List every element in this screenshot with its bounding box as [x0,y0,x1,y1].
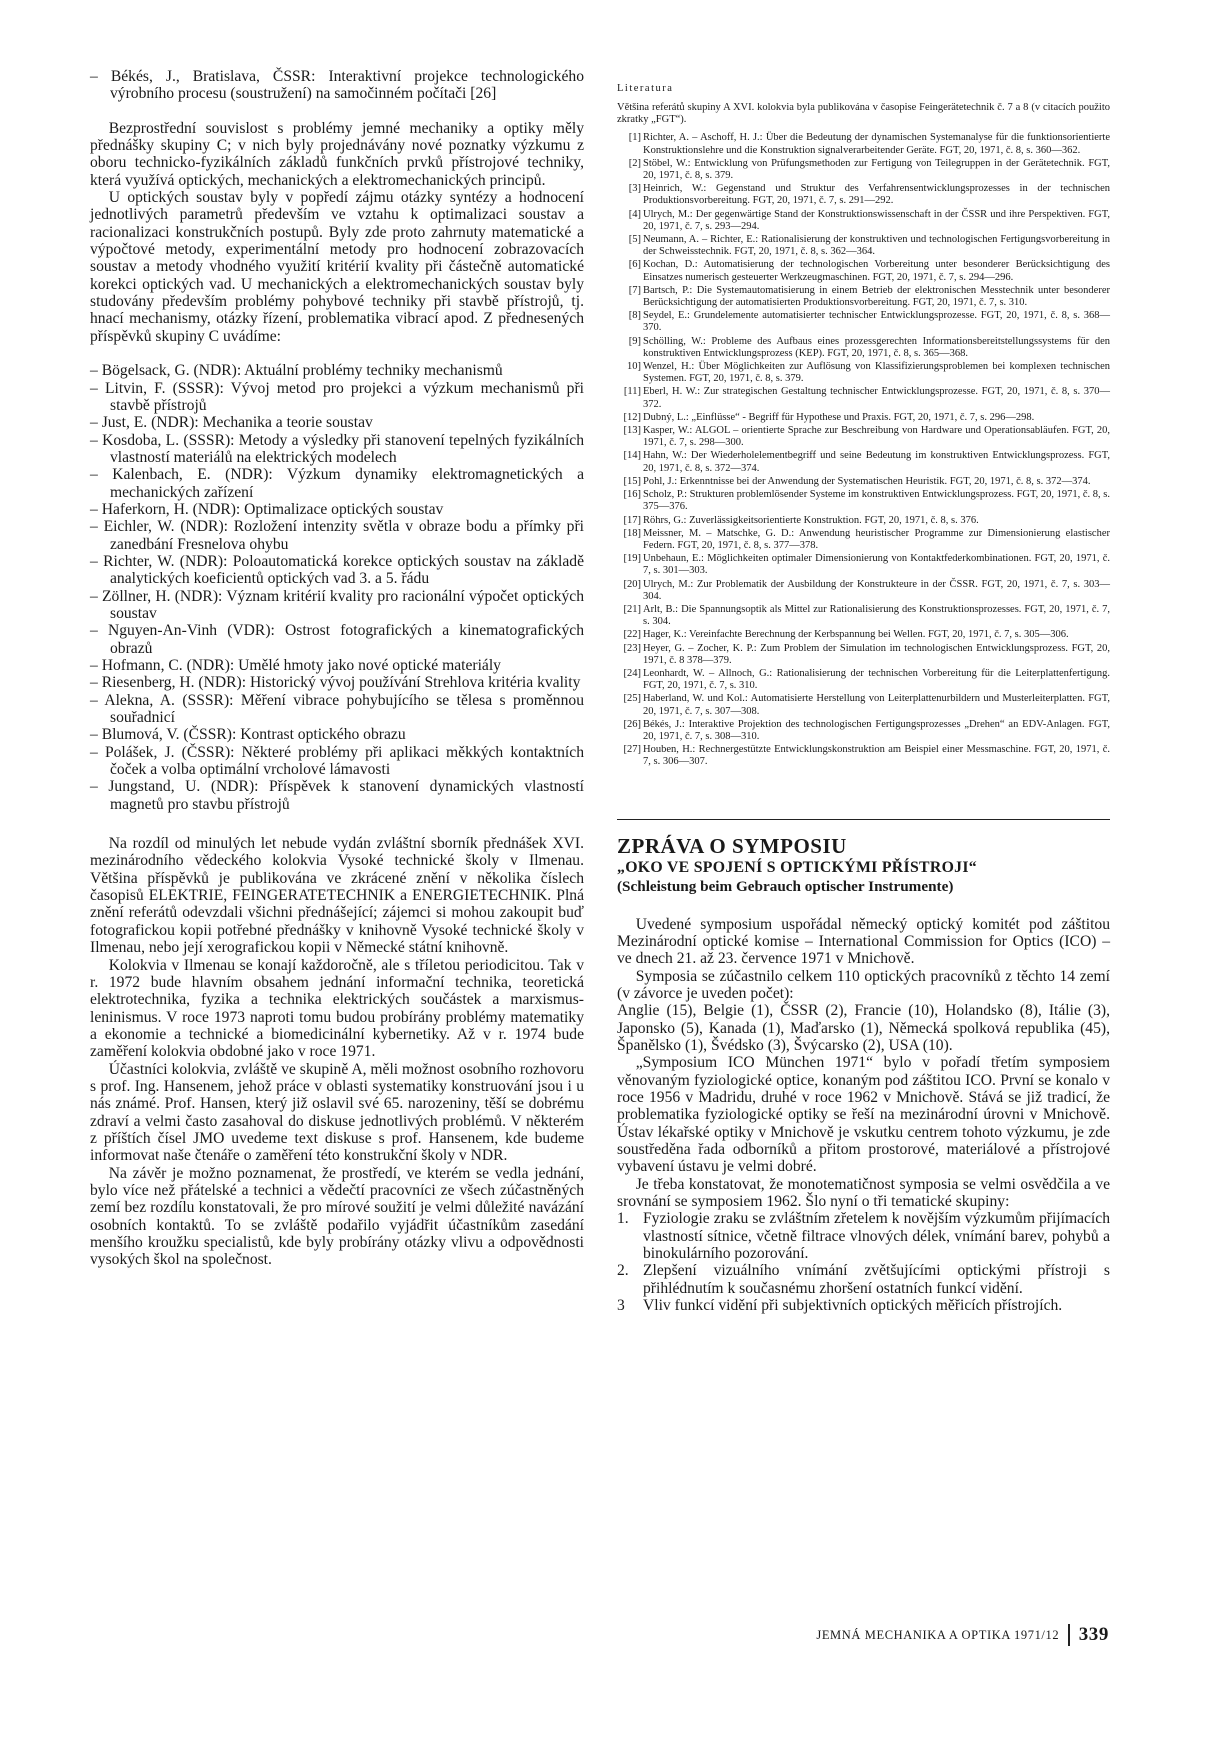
list-item: – Riesenberg, H. (NDR): Historický vývoj používání Strehlova kritéria kvality [90,674,581,692]
group-c-intro: Bezprostřední souvislost s problémy jemné mechaniky a optiky měly přednášky skupiny C; v nich byly projednávány nové poznatky výzkumu z oboru technicko-fyzikálních základů funkčních prvků přístrojové techniky, která využívá optických, mechanických a elektromechanických principů. [90,119,584,189]
reference-item [617,604,1110,628]
page-number: 339 [1078,1624,1109,1645]
reference-item [617,183,1110,207]
topic-item: 1. Fyziologie zraku se zvláštním zřetelem k novějším výzkumům přijímacích vlastností sítnice, včetně filtrace vlnových délek, vnímání barev, pohybů a binokulárního pozorování. [617,1210,1110,1263]
reference-item [617,259,1110,283]
reference-text: Heinrich, W.: Gegenstand und Struktur des Verfahrensentwicklungsprozesses in der technischen Produktionsvorbereitung. FGT, 20, 1971, č. 7, s. 291—292. [643,183,1110,207]
list-item: – Jungstand, U. (NDR): Příspěvek k stanovení dynamických vlastností magnetů pro stavbu přístrojů [90,778,584,813]
reference-item [617,209,1110,233]
footer-divider [1068,1624,1070,1646]
reference-item [617,744,1110,768]
reference-text: Ulrych, M.: Der gegenwärtige Stand der Konstruktionswissenschaft in der ČSSR und ihre Perspektiven. FGT, 20, 1971, č. 7, s. 293—294. [643,208,1110,232]
lecture-list [90,362,584,813]
reference-item [617,643,1110,667]
reference-number: [15] [623,475,641,487]
reference-number: [20] [623,578,641,590]
list-item: – Litvin, F. (SSSR): Vývoj metod pro projekci a výzkum mechanismů při stavbě přístrojů [90,379,584,414]
list-item: – Kosdoba, L. (SSSR): Metody a výsledky při stanovení tepelných fyzikálních vlastností materiálů na elektrických modelech [90,431,584,466]
reference-item [617,668,1110,692]
reference-item [617,719,1110,743]
list-item: – Blumová, V. (ČSSR): Kontrast optického obrazu [90,726,406,744]
reference-number: [19] [623,553,641,565]
reference-number: [25] [623,693,641,705]
reference-text: Pohl, J.: Erkenntnisse bei der Anwendung der Systematischen Heuristik. FGT, 20, 1971, č. 8, s. 372—374. [643,475,1091,487]
reference-number: [12] [623,411,641,423]
reference-text: Arlt, B.: Die Spannungsoptik als Mittel zur Rationalisierung des Konstruktionsprozesses. FGT, 20, 1971, č. 7, s. 304. [643,603,1110,628]
reference-text: Dubný, L.: „Einflüsse“ - Begriff für Hypothese und Praxis. FGT, 20, 1971, č. 7, s. 296—298. [643,411,1035,423]
reference-item [617,336,1110,360]
reference-item [617,234,1110,258]
list-item: – Bögelsack, G. (NDR): Aktuální problémy techniky mechanismů [90,362,503,380]
journal-name: JEMNÁ MECHANIKA A OPTIKA 1971/12 [816,1627,1060,1642]
reference-text: Kasper, W.: ALGOL – orientierte Sprache zur Beschreibung von Hardware und Operationsabläufen. FGT, 20, 1971, č. 7, s. 298—300. [643,425,1110,449]
article-subtitle: „OKO VE SPOJENÍ S OPTICKÝMI PŘÍSTROJI“ [617,858,978,876]
reference-item [617,629,1110,641]
literature-heading: Literatura [617,83,674,94]
reference-number: [2] [628,157,641,169]
periodicity-paragraph: Kolokvia v Ilmenau se konají každoročně, ale s tříletou periodicitou. Tak v r. 1972 bude hlavním obsahem jednání informační technika, teoretická elektrotechnika, fyzika a technika elektrických součástek a marxismus-leninismus. V roce 1973 naproti tomu budou probírány problémy matematiky a ekonomie a technické a biomedicinální kybernetiky. Až v r. 1974 bude zaměření kolokvia obdobné jako v roce 1971. [90,956,584,1061]
reference-text: Schölling, W.: Probleme des Aufbaus eines prozessgerechten Informationsbereitstellungssystems für den konstruktiven Entwicklungsprozess (KEP). FGT, 20, 1971, č. 8, s. 365—368. [643,335,1110,359]
reference-number: [18] [623,527,641,539]
reference-number: [8] [628,310,641,322]
reference-number: [5] [628,234,641,246]
list-item: – Hofmann, C. (NDR): Umělé hmoty jako nové optické materiály [90,657,501,674]
hansen-paragraph: Účastníci kolokvia, zvláště ve skupině A, měli možnost osobního rozhovoru s prof. Ing. Hansenem, jehož práce v oblasti systematiky konstruování jsou i u nás známé. Prof. Hansen, který již oslavil své 65. narozeniny, těší se dobrému zdraví a velmi často zasahoval do diskuse jednotlivých problémů. V některém z příštích čísel JMO uvedeme text diskuse s prof. Hansenem, kde budeme informovat naše čtenáře o zaměření této konstrukční školy v NDR. [90,1060,584,1165]
reference-text: Scholz, P.: Strukturen problemlösender Systeme im konstruktiven Entwicklungsprozess. FGT, 20, 1971, č. 8, s. 375—376. [643,489,1111,513]
reference-number: [7] [628,284,641,296]
topic-item: 2. Zlepšení vizuálního vnímání zvětšujícími optickými přístroji s přihlédnutím k současnému zhoršení ostatních funkcí vidění. [617,1262,1110,1297]
left-column [90,68,584,1269]
reference-number: [24] [623,667,641,679]
reference-text: Meissner, M. – Matschke, G. D.: Anwendung heuristischer Programme zur Dimensionierung elastischer Federn. FGT, 20, 1971, č. 8, s. 377—378. [643,527,1110,551]
reference-number: 10] [627,361,641,373]
reference-item [617,158,1110,182]
reference-item [617,450,1110,474]
reference-text: Richter, A. – Aschoff, H. J.: Über die Bedeutung der dynamischen Systemanalyse für die funktionsorientierte Konstruktionslehre und die Konstruktion signalverarbeitender Geräte. FGT, 20, 1971, č. 8, s. 360—362. [643,132,1110,156]
reference-list [617,132,1110,768]
section-divider [617,819,1110,820]
reference-text: Wenzel, H.: Über Möglichkeiten zur Auflösung von Klassifizierungsproblemen bei komplexen technischen Systemen. FGT, 20, 1971, č. 8, s. 379. [643,361,1110,385]
reference-text: Ulrych, M.: Zur Problematik der Ausbildung der Konstrukteure in der ČSSR. FGT, 20, 1971, č. 7, s. 303—304. [643,578,1110,602]
reference-text: Kochan, D.: Automatisierung der technologischen Vorbereitung unter besonderer Berücksichtigung des Einsatzes numerisch gesteuerter Werkzeugmaschinen. FGT, 20, 1971, č. 7, s. 294—296. [643,259,1110,283]
reference-number: [13] [623,425,641,437]
reference-text: Heyer, G. – Zocher, K. P.: Zum Problem der Simulation im technologischen Entwicklungsprozess. FGT, 20, 1971, č. 8 378—379. [643,642,1110,666]
reference-text: Unbehaun, E.: Möglichkeiten optimaler Dimensionierung von Kontaktfederkombinationen. FGT, 20, 1971, č. 7, s. 301—303. [643,553,1110,577]
reference-text: Leonhardt, W. – Allnoch, G.: Rationalisierung der technischen Vorbereitung für die Leiterplattenfertigung. FGT, 20, 1971, č. 7, s. 310. [643,667,1110,692]
reference-text: Neumann, A. – Richter, E.: Rationalisierung der konstruktiven und technologischen Fertigungsvorbereitung in der Schweisstechnik. FGT, 20, 1971, č. 8, s. 362—364. [643,234,1110,258]
reference-number: [6] [628,259,641,271]
reference-number: [17] [623,514,641,526]
reference-text: Hager, K.: Vereinfachte Berechnung der Kerbspannung bei Wellen. FGT, 20, 1971, č. 7, s. 305—306. [643,629,1069,641]
topic-list [617,1210,1110,1314]
reference-item [617,476,1110,488]
symposium-paragraph: Uvedené symposium uspořádal německý optický komitét pod záštitou Mezinárodní optické komise – International Commission for Optics (ICO) – ve dnech 21. až 23. července 1971 v Mnichově. [617,915,1110,968]
reference-number: [22] [623,629,641,641]
reference-text: Röhrs, G.: Zuverlässigkeitsorientierte Konstruktion. FGT, 20, 1971, č. 8, s. 376. [643,514,979,526]
reference-text: Bartsch, P.: Die Systemautomatisierung in einem Betrieb der elektronischen Messtechnik unter besonderer Berücksichtigung der automatisierten Produktionsvorbereitung. FGT, 20, 1971, č. 7, s. 310. [643,284,1110,309]
reference-text: Seydel, E.: Grundelemente automatisierter technischer Entwicklungsprozesse. FGT, 20, 1971, č. 8, s. 368—370. [643,310,1110,334]
reference-item [617,285,1110,309]
reference-number: [16] [623,489,641,501]
reference-item [617,132,1110,156]
conclusion-paragraph: Na závěr je možno poznamenat, že prostředí, ve kterém se vedla jednání, bylo více než přátelské a technici a vědečtí pracovníci ze všech zúčastněných zemí bez rozdílu konstatovali, že pro mírové soužití je velmi důležité navázání osobních kontaktů. To se zvláště podařilo vyjádřit účastníkům zasedání menšího kroužku specialistů, kde byly probírány otázky vlivu a odpovědnosti vysokých škol na společnost. [90,1164,584,1269]
reference-item [617,579,1110,603]
reference-item [617,386,1110,410]
reference-item [617,553,1110,577]
reference-number: [1] [628,132,641,144]
participants-paragraph: Symposia se zúčastnilo celkem 110 optických pracovníků z těchto 14 zemí (v závorce je uveden počet): [617,967,1110,1002]
topic-item: 3 Vliv funkcí vidění při subjektivních optických měřicích přístrojích. [617,1297,1063,1315]
reference-number: [9] [628,335,641,347]
list-item: – Just, E. (NDR): Mechanika a teorie soustav [90,414,373,432]
article-title: ZPRÁVA O SYMPOSIU [617,833,847,858]
reference-item [617,361,1110,385]
reference-number: [14] [623,450,641,462]
reference-item [617,412,1110,424]
reference-number: [26] [623,718,641,730]
reference-item [617,425,1110,449]
topics-intro: Je třeba konstatovat, že monotematičnost symposia se velmi osvědčila a ve srovnání se symposiem 1962. Šlo nyní o tři tematické skupiny: [617,1175,1110,1211]
reference-text: Hahn, W.: Der Wiederholelementbegriff und seine Bedeutung im konstruktiven Entwicklungsprozess. FGT, 20, 1971, č. 8, s. 372—374. [643,450,1110,474]
countries-paragraph: Anglie (15), Belgie (1), ČSSR (2), Francie (10), Holandsko (8), Itálie (3), Japonsko (5), Kanada (1), Maďarsko (1), Německá spolková republika (45), Španělsko (1), Švédsko (3), Švýcarsko (2), USA (10). [617,1002,1110,1054]
reference-item [617,515,1110,527]
list-item: – Polášek, J. (ČSSR): Některé problémy při aplikaci měkkých kontaktních čoček a volba optimální vrcholové lámavosti [90,743,584,779]
list-item: – Alekna, A. (SSSR): Měření vibrace pohybujícího se tělesa s proměnnou souřadnicí [90,691,584,727]
list-item: – Kalenbach, E. (NDR): Výzkum dynamiky elektromagnetických a mechanických zařízení [90,466,584,501]
reference-item [617,310,1110,334]
reference-number: [11] [623,386,641,398]
list-item: – Richter, W. (NDR): Poloautomatická korekce optických soustav na základě analytických koeficientů optických vad 3. a 5. řádu [90,552,584,588]
lecture-item-bekes: – Békés, J., Bratislava, ČSSR: Interaktivní projekce technologického výrobního procesu (soustružení) na samočinném počítači [26] [90,68,584,103]
reference-number: [21] [623,603,641,615]
reference-text: Eberl, H. W.: Zur strategischen Gestaltung technischer Entwicklungsprozesse. FGT, 20, 1971, č. 8, s. 370—372. [643,386,1110,410]
reference-text: Houben, H.: Rechnergestützte Entwicklungskonstruktion am Beispiel einer Messmaschine. FGT, 20, 1971, č. 7, s. 306—307. [643,744,1110,768]
reference-item [617,693,1110,717]
literature-intro: Většina referátů skupiny A XVI. kolokvia byla publikována v časopise Feingerätetechnik č. 7 a 8 (v citacích použito zkratky „FGT“). [617,102,1110,126]
reference-item [617,489,1110,513]
list-item: – Haferkorn, H. (NDR): Optimalizace optických soustav [90,500,444,518]
reference-item [617,528,1110,552]
right-column [617,82,1110,1314]
proceedings-paragraph: Na rozdíl od minulých let nebude vydán zvláštní sborník přednášek XVI. mezinárodního vědeckého kolokvia Vysoké technické školy v Ilmenau. Většina příspěvků je publikována ve zkrácené znění v několika číslech časopisů ELEKTRIE, FEINGERATETECHNIK a ENERGIETECHNIK. Plná znění referátů odevzdali všichni přednášející; zájemci si mohou zakoupit buď fotografickou kopii potřebné přednášky v knihovně Vysoké technické školy v Ilmenau, nebo její xerografickou kopii v Německé státní knihovně. [90,835,584,957]
history-paragraph: „Symposium ICO München 1971“ bylo v pořadí třetím symposiem věnovaným fyziologické optice, konaným pod záštitou ICO. První se konalo v roce 1956 v Madridu, druhé v roce 1962 v Mnichově. Stává se již tradicí, že problematika fyziologické optiky se řeší na mezinárodní úrovni v Mnichově. Ústav lékařské optiky v Mnichově je vskutku centrem tohoto výzkumu, je zde soustředěna řada odborníků a přitom prostorové, materiálové a přístrojové vybavení ústavu je velmi dobré. [617,1054,1110,1176]
reference-number: [27] [623,744,641,756]
article-subtitle-german: (Schleistung beim Gebrauch optischer Instrumente) [617,877,954,895]
list-item: – Zöllner, H. (NDR): Význam kritérií kvality pro racionální výpočet optických soustav [90,587,584,622]
reference-number: [3] [628,183,641,195]
reference-text: Stöbel, W.: Entwicklung von Prüfungsmethoden zur Fertigung von Teilegruppen in der Gerätetechnik. FGT, 20, 1971, č. 8, s. 379. [643,157,1110,182]
reference-number: [23] [623,642,641,654]
group-c-description: U optických soustav byly v popředí zájmu otázky syntézy a hodnocení jednotlivých parametrů především ve vztahu k optimalizaci soustav a racionalizaci konstrukčních postupů. Byly zde proto zahrnuty matematické a výpočtové metody, experimentální metody pro hodnocení zobrazovacích soustav a metody vhodného využití kritérií kvality při částečně automatické korekci optických vad. U mechanických a elektromechanických soustav byly studovány především problémy pohybové techniky při stavbě přístrojů, tj. hnací mechanismy, otázky řízení, problematika vibrací apod. Z přednesených příspěvků skupiny C uvádíme: [90,189,584,345]
page-footer [816,1624,1109,1646]
list-item: – Nguyen-An-Vinh (VDR): Ostrost fotografických a kinematografických obrazů [90,622,584,657]
reference-text: Békés, J.: Interaktive Projektion des technologischen Fertigungsprozesses „Drehen“ an EDV-Anlagen. FGT, 20, 1971, č. 7, s. 308—310. [643,718,1110,742]
reference-text: Haberland, W. und Kol.: Automatisierte Herstellung von Leiterplattenurbildern und Musterleiterplatten. FGT, 20, 1971, č. 7, s. 307—308. [643,693,1110,717]
reference-number: [4] [628,208,641,220]
list-item: – Eichler, W. (NDR): Rozložení intenzity světla v obraze bodu a přímky při zanedbání Fresnelova ohybu [90,518,584,553]
